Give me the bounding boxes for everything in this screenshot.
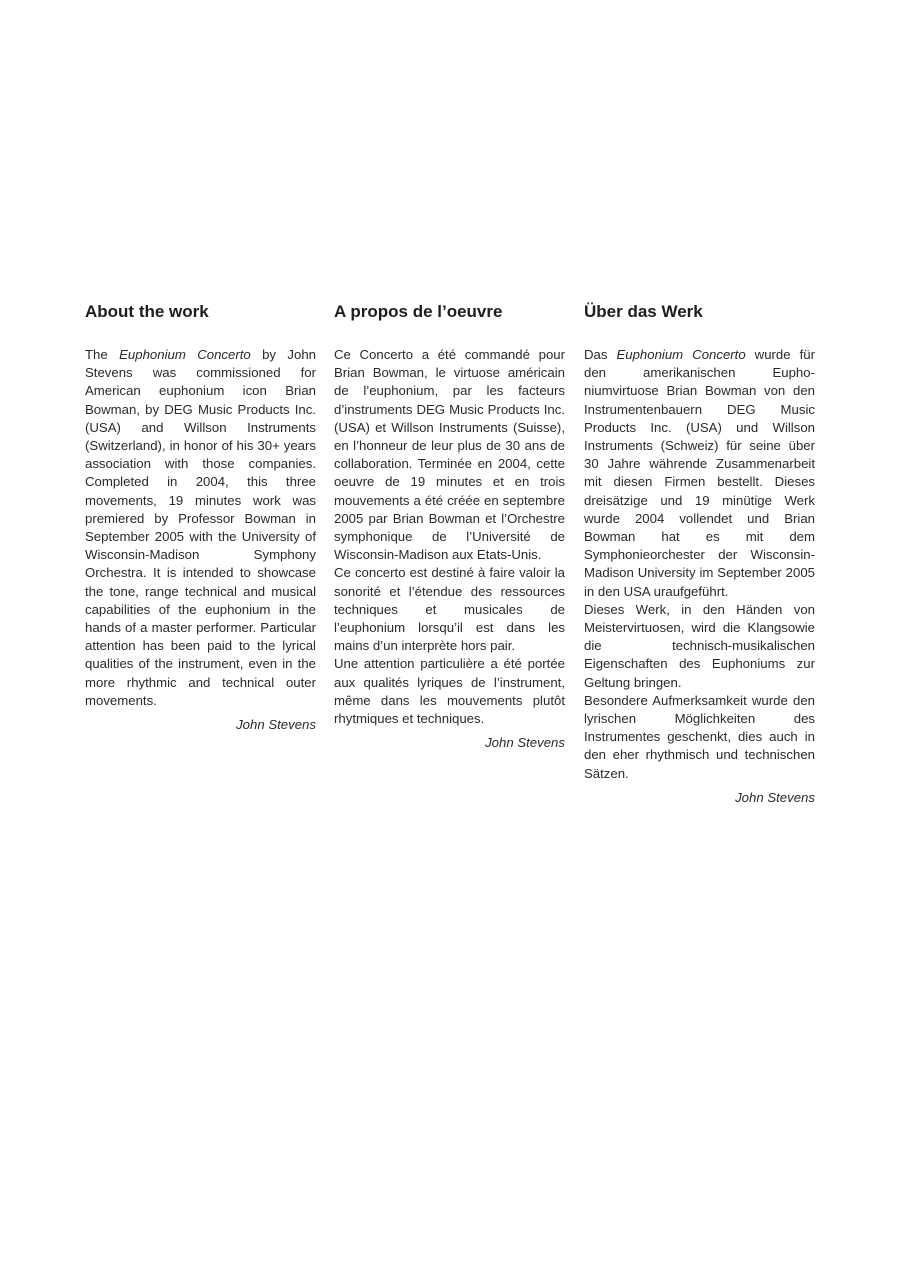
text-after-title: wurde für den amerikanischen Euphoniumvirtuose Brian Bowman von den Instrumentenbauern DEG Music Products Inc. (USA) und Willson Instruments (Schweiz) für seine über 30 Jahre währende Zusammenarbeit mit diesen Firmen bestellt. Dieses dreisätzige und 19 minütige Werk wurde 2004 vollendet und Brian Bowman hat es mit dem Symphonieorchester der Wisconsin-Madison University im September 2005 in den USA uraufgeführt.	[584, 347, 815, 599]
paragraph-german-2: Dieses Werk, in den Händen von Meistervirtuosen, wird die Klangsowie die technisch-musikalischen Eigenschaften des Euphoniums zur Geltung bringen.	[584, 601, 815, 690]
paragraph-french-3: Une attention particulière a été portée aux qualités lyriques de l’instrument, même dans les mouvements plutôt rhytmiques et techniques.	[334, 656, 565, 727]
signature-english: John Stevens	[236, 717, 316, 733]
work-title: Euphonium Concerto	[119, 347, 251, 362]
paragraph-french-2: Ce concerto est destiné à faire valoir la sonorité et l’étendue des ressources techniques et musicales de l’euphonium lorsqu’il est dans les mains d’un interprète hors pair.	[334, 565, 565, 654]
column-german	[584, 300, 815, 807]
paragraph-german-3: Besondere Aufmerksamkeit wurde den lyrischen Möglichkeiten des Instrumentes geschenkt, dies auch in den eher rhythmisch und technischen Sätzen.	[584, 692, 815, 781]
work-title: Euphonium Concerto	[616, 347, 746, 362]
heading-german: Über das Werk	[584, 302, 703, 321]
heading-french: A propos de l’oeuvre	[334, 302, 503, 321]
signature-french: John Stevens	[485, 735, 565, 751]
paragraph-german-1	[584, 346, 815, 601]
signature-german: John Stevens	[735, 789, 815, 805]
paragraph-french-1: Ce Concerto a été commandé pour Brian Bowman, le virtuose américain de l’euphonium, par les facteurs d’instruments DEG Music Products Inc. (USA) et Willson Instruments (Suisse), en l’honneur de leur plus de 30 ans de collaboration. Terminée en 2004, cette oeuvre de 19 minutes et en trois mouvements a été créée en septembre 2005 par Brian Bowman et l’Orchestre symphonique de l’Université de Wisconsin-Madison aux Etats-Unis.	[334, 347, 565, 563]
heading-english: About the work	[85, 302, 209, 321]
column-french	[334, 300, 565, 752]
paragraph-english	[85, 346, 316, 710]
text-after-title: by John Stevens was commissioned for American euphonium icon Brian Bowman, by DEG Music Products Inc. (USA) and Willson Instruments (Switzerland), in honor of his 30+ years association with those companies. Completed in 2004, this three movements, 19 minutes work was premiered by Professor Bowman in September 2005 with the University of Wisconsin-Madison Symphony Orchestra. It is intended to showcase the tone, range technical and musical capabilities of the euphonium in the hands of a master performer. Particular attention has been paid to the lyrical qualities of the instrument, even in the more rhythmic and technical outer movements.	[85, 347, 317, 708]
column-english	[85, 300, 316, 734]
text-before-title: The	[85, 347, 120, 362]
text-before-title: Das	[584, 347, 617, 362]
